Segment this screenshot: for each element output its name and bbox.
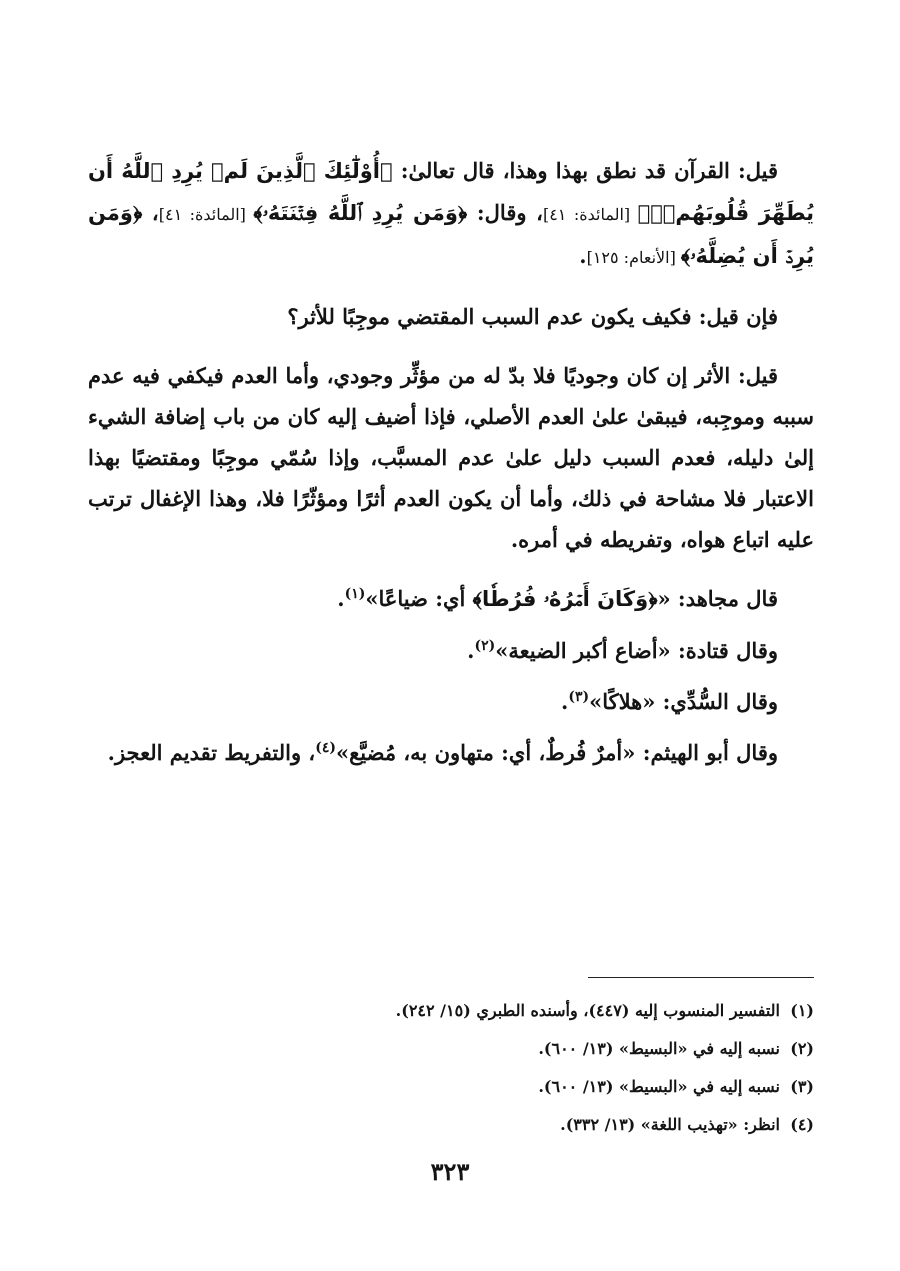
text-segment: . (467, 638, 475, 663)
paragraph-p1 (88, 150, 814, 278)
quran-quote: ﴿أُوْلَٰٓئِكَ ٱلَّذِينَ لَمۡ يُرِدِ ٱللَّهُ أَن يُطَهِّرَ قُلُوبَهُمۡۚ﴾ (88, 159, 815, 225)
footnote-text: نسبه إليه في «البسيط» (١٣/ ٦٠٠). (538, 1039, 780, 1058)
page-number: ٣٢٣ (430, 1157, 470, 1186)
paragraph-p3 (88, 355, 814, 560)
footnote-number: (١) (790, 1001, 814, 1020)
footnotes-section (88, 992, 814, 1144)
text-segment: أي: ضياعًا» (365, 586, 473, 611)
text-segment: قال مجاهد: « (657, 586, 778, 611)
quran-quote: ﴿وَمَن يُرِدِ ٱللَّهُ فِتۡنَتَهُۥ﴾ (253, 201, 468, 225)
text-segment: . (579, 243, 587, 268)
footnote-item (88, 992, 814, 1030)
paragraph-p2 (88, 296, 814, 337)
text-segment: فإن قيل: فكيف يكون عدم السبب المقتضي موجِبًا للأثر؟ (287, 304, 778, 329)
verse-reference: [المائدة: ٤١] (158, 205, 254, 224)
footnote-item (88, 1106, 814, 1144)
footnote-item (88, 1030, 814, 1068)
text-segment: قيل: القرآن قد نطق بهذا وهذا، قال تعالىٰ: (392, 158, 778, 183)
text-segment: قيل: الأثر إن كان وجوديًا فلا بدّ له من مؤثِّر وجودي، وأما العدم فيكفي فيه عدم سببه وموجِبه، فيبقىٰ علىٰ العدم الأصلي، فإذا أضيف إليه كان من باب إضافة الشيء إلىٰ دليله، فعدم السبب دليل علىٰ عدم المسبَّب، وإذا سُمّي موجِبًا ومقتضيًا بهذا الاعتبار فلا مشاحة في ذلك، وأما أن يكون العدم أثرًا ومؤثّرًا فلا، وهذا الإغفال ترتب عليه اتباع هواه، وتفريطه في أمره. (88, 363, 815, 552)
paragraph-p6 (88, 681, 814, 722)
text-segment: وقال السُّدِّي: «هلاكًا» (589, 689, 778, 714)
text-segment: وقال أبو الهيثم: «أمرٌ فُرطٌ، أي: متهاون به، مُضيَّع» (335, 740, 778, 765)
footnote-divider (588, 977, 814, 978)
footnote-marker: (٤) (315, 740, 336, 756)
footnote-marker: (٣) (568, 689, 590, 705)
paragraph-p7 (88, 732, 814, 773)
footnote-text: التفسير المنسوب إليه (٤٤٧)، وأسنده الطبري (١٥/ ٢٤٢). (395, 1001, 780, 1020)
footnote-marker: (١) (344, 586, 366, 602)
quran-quote: ﴿وَكَانَ أَمۡرُهُۥ فُرُطٗا﴾ (472, 587, 658, 611)
footnote-number: (٣) (790, 1077, 814, 1096)
text-segment: ، والتفريط تقديم العجز. (107, 740, 316, 765)
text-segment: ، (142, 200, 159, 225)
footnote-marker: (٢) (474, 638, 496, 654)
quran-quote: ﴿وَمَن يُرِدۡ أَن يُضِلَّهُۥ﴾ (88, 201, 814, 268)
main-text-body (88, 150, 814, 791)
footnote-text: نسبه إليه في «البسيط» (١٣/ ٦٠٠). (538, 1077, 780, 1096)
verse-reference: [الأنعام: ١٢٥] (586, 248, 681, 267)
text-segment: ، وقال: (467, 200, 543, 225)
text-segment: . (561, 689, 569, 714)
text-segment: . (337, 586, 345, 611)
paragraph-p5 (88, 630, 814, 671)
paragraph-p4 (88, 578, 814, 620)
footnote-number: (٤) (790, 1115, 814, 1134)
verse-reference: [المائدة: ٤١] (542, 205, 638, 224)
footnote-number: (٢) (790, 1039, 814, 1058)
footnote-item (88, 1068, 814, 1106)
footnote-text: انظر: «تهذيب اللغة» (١٣/ ٣٣٢). (560, 1115, 780, 1134)
text-segment: وقال قتادة: «أضاع أكبر الضيعة» (495, 638, 778, 663)
